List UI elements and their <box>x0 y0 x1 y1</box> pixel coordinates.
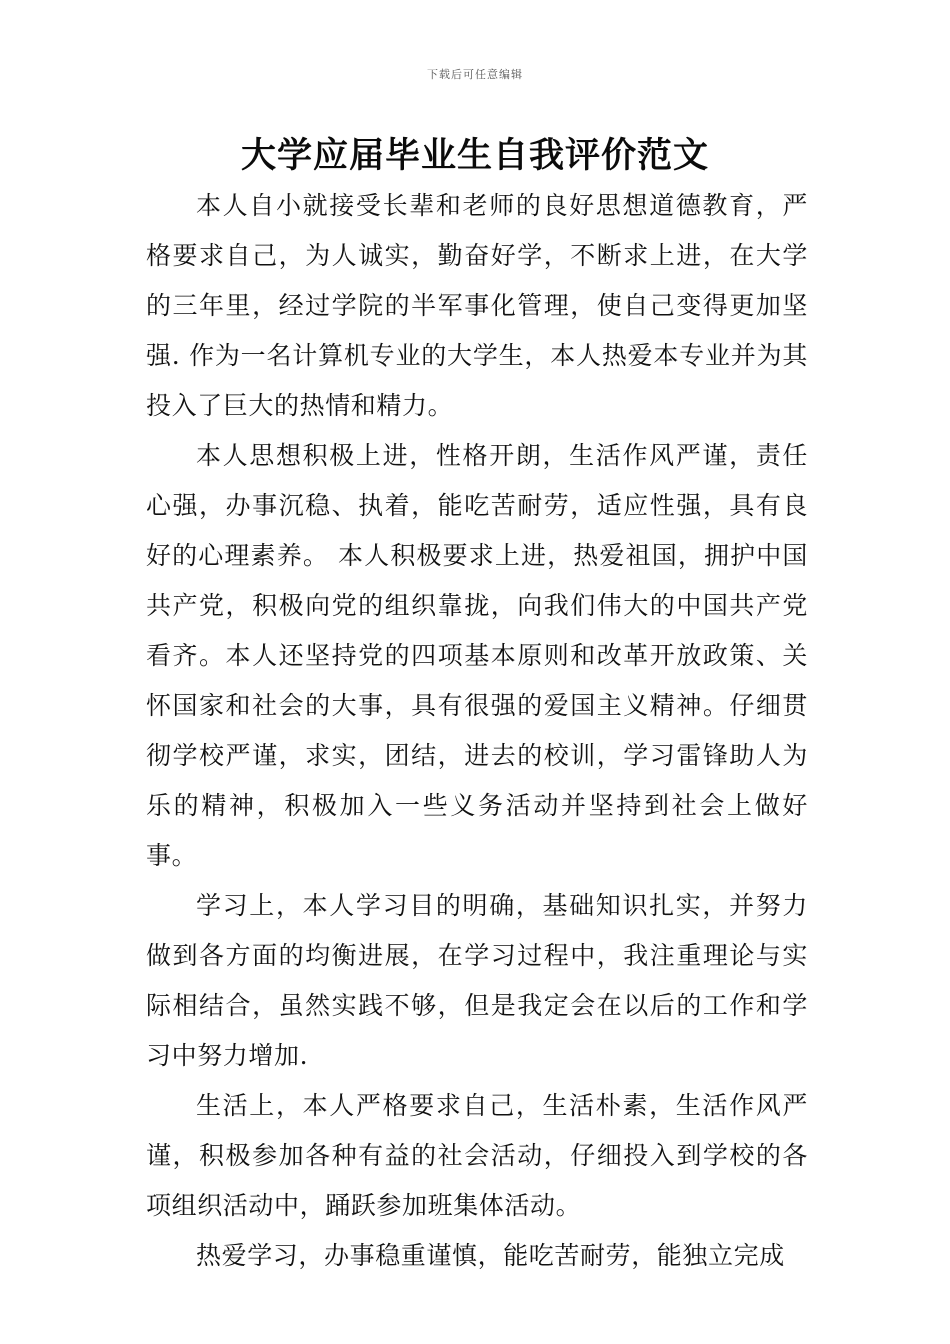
document-body <box>146 181 808 1281</box>
paragraph-2: 本人思想积极上进，性格开朗，生活作风严谨，责任心强，办事沉稳、执着，能吃苦耐劳，适应性强，具有良好的心理素养。 本人积极要求上进，热爱祖国，拥护中国共产党，积极向党的组织靠拢，向我们伟大的中国共产党看齐。本人还坚持党的四项基本原则和改革开放政策、关怀国家和社会的大事，具有很强的爱国主义精神。仔细贯彻学校严谨，求实，团结，进去的校训，学习雷锋助人为乐的精神，积极加入一些义务活动并坚持到社会上做好事。 <box>146 441 808 870</box>
header-note: 下载后可任意编辑 <box>427 68 523 81</box>
document-title: 大学应届毕业生自我评价范文 <box>240 136 709 176</box>
paragraph-3: 学习上，本人学习目的明确，基础知识扎实，并努力做到各方面的均衡进展，在学习过程中，我注重理论与实际相结合，虽然实践不够，但是我定会在以后的工作和学习中努力增加. <box>146 891 808 1070</box>
paragraph-5: 热爱学习，办事稳重谨慎，能吃苦耐劳，能独立完成 <box>196 1241 785 1270</box>
paragraph-4: 生活上，本人严格要求自己，生活朴素，生活作风严谨，积极参加各种有益的社会活动，仔细投入到学校的各项组织活动中，踊跃参加班集体活动。 <box>146 1091 808 1220</box>
paragraph-1: 本人自小就接受长辈和老师的良好思想道德教育，严格要求自己，为人诚实，勤奋好学，不断求上进，在大学的三年里，经过学院的半军事化管理，使自己变得更加坚强. 作为一名计算机专业的大学生，本人热爱本专业并为其投入了巨大的热情和精力。 <box>146 191 808 420</box>
